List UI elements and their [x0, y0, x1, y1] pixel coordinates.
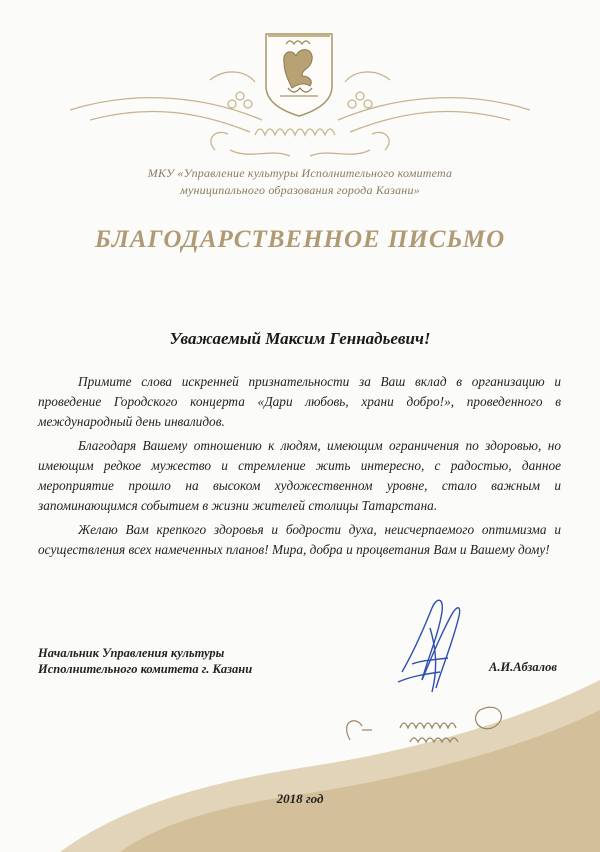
document-title: БЛАГОДАРСТВЕННОЕ ПИСЬМО: [94, 226, 506, 253]
issuer-org-line-2: муниципального образования города Казани»: [180, 183, 420, 197]
signatory-position: [38, 645, 338, 677]
salutation: Уважаемый Максим Геннадьевич!: [169, 329, 431, 348]
coat-of-arms-emblem: [262, 28, 336, 118]
letter-body: [38, 372, 561, 564]
body-paragraph: Желаю Вам крепкого здоровья и бодрости духа, неисчерпаемого оптимизма и осуществления всех намеченных планов! Мира, добра и процветания Вам и Вашему дому!: [38, 522, 561, 557]
signatory-position-line-1: Начальник Управления культуры: [38, 646, 225, 660]
document-year: 2018 год: [276, 791, 324, 806]
issuer-org-line-1: МКУ «Управление культуры Исполнительного комитета: [147, 166, 453, 180]
body-paragraph: Благодаря Вашему отношению к людям, имеющим ограничения по здоровью, но имеющим редкое мужество и стремление жить интересно, с радостью, данное мероприятие прошло на высоком художественном уровне, стало важным и запоминающимся событием в жизни жителей столицы Татарстана.: [38, 438, 561, 513]
bottom-wave-ornament: [0, 680, 600, 852]
handwritten-signature: [392, 588, 472, 708]
signatory-name: А.И.Абзалов: [489, 660, 557, 674]
body-paragraph: Примите слова искренней признательности за Ваш вклад в организацию и проведение Городского концерта «Дари любовь, храни добро!», проведенного в международный день инвалидов.: [38, 374, 561, 429]
signatory-position-line-2: Исполнительного комитета г. Казани: [38, 662, 253, 676]
